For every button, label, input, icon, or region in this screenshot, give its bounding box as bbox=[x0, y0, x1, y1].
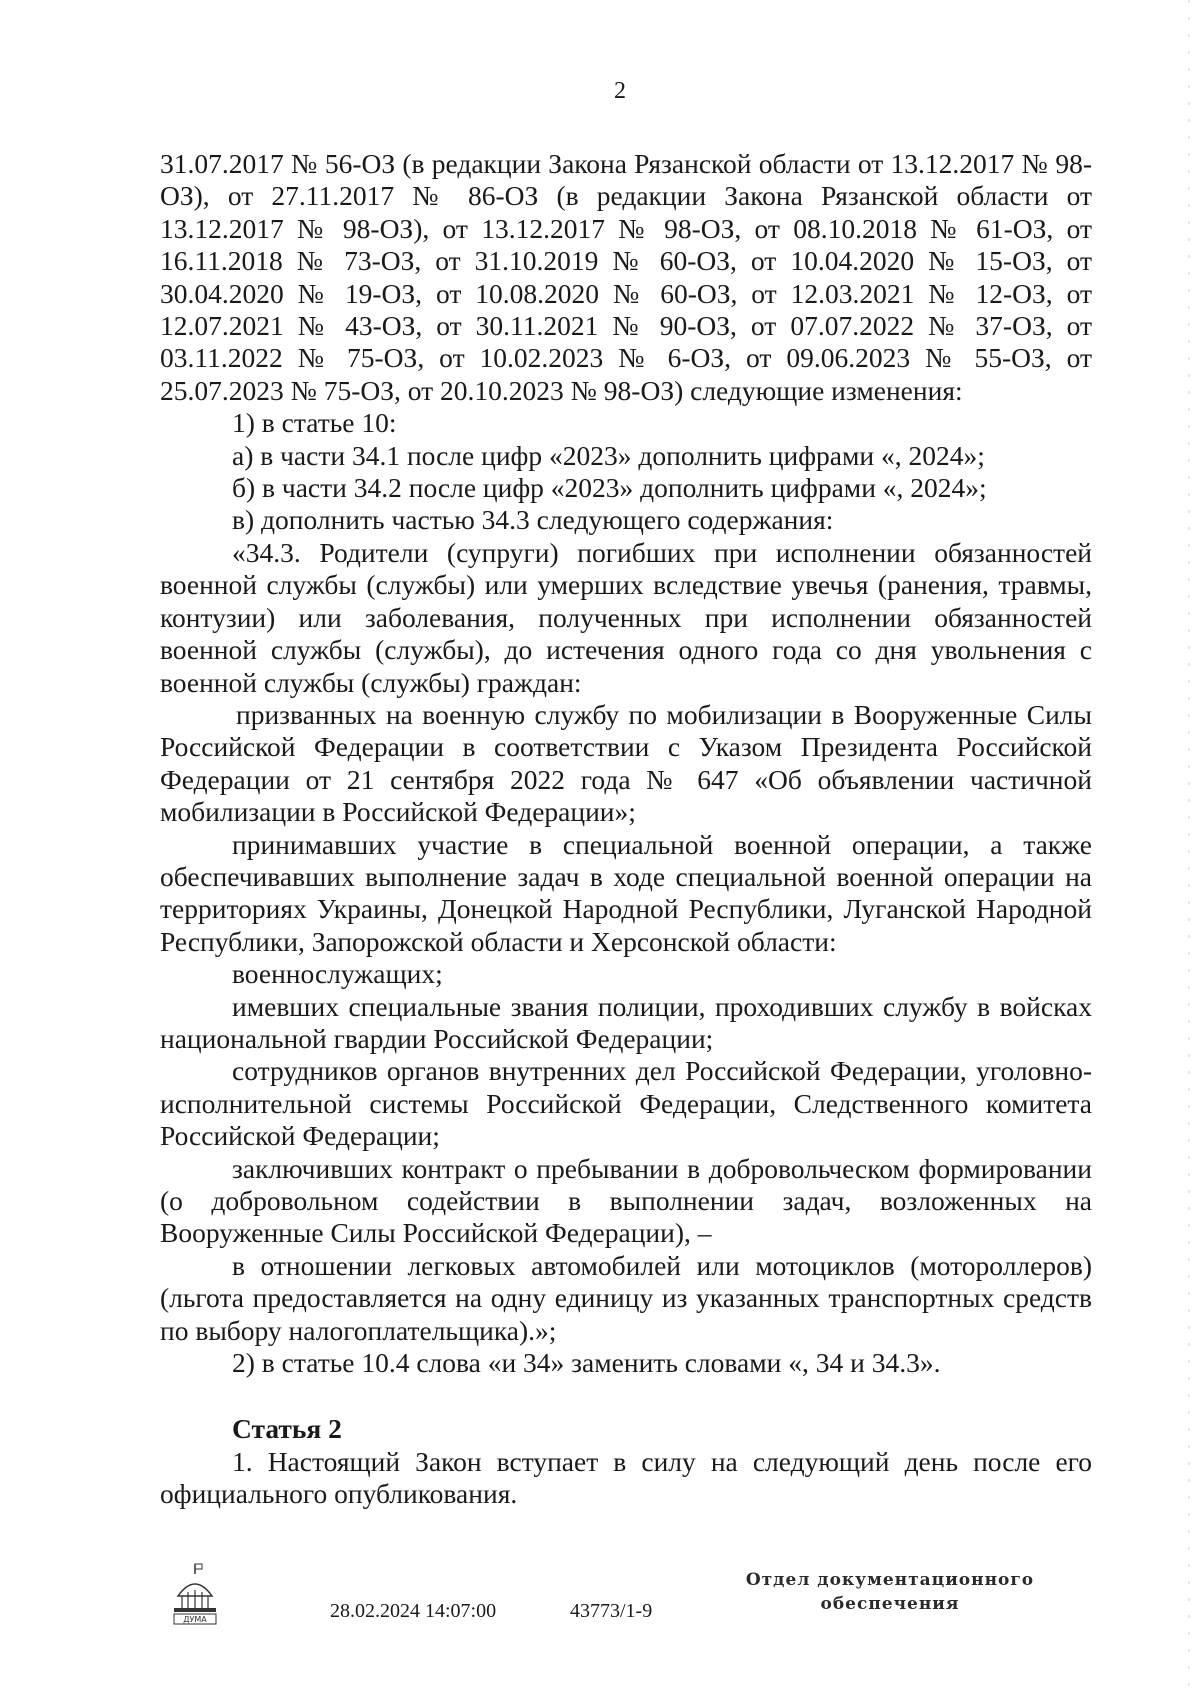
logo-text: ДУМА bbox=[183, 1615, 207, 1624]
page-number: 2 bbox=[614, 78, 626, 104]
stamp-line-1: Отдел документационного bbox=[745, 1570, 1035, 1590]
police-ranks-clause: имевших специальные звания полиции, проходивших службу в войсках национальной гвардии Российской Федерации; bbox=[160, 990, 1092, 1054]
department-stamp bbox=[740, 1568, 1040, 1616]
amendment-preamble: 31.07.2017 № 56-ОЗ (в редакции Закона Рязанской области от 13.12.2017 № 98-ОЗ), от 27.11.2017 № 86-ОЗ (в редакции Закона Рязанской области от 13.12.2017 № 98-ОЗ), от 13.12.2017 № 98-ОЗ, от 08.10.2018 № 61-ОЗ, от 16.11.2018 № 73-ОЗ, от 31.10.2019 № 60-ОЗ, от 10.04.2020 № 15-ОЗ, от 30.04.2020 № 19-ОЗ, от 10.08.2020 № 60-ОЗ, от 12.03.2021 № 12-ОЗ, от 12.07.2021 № 43-ОЗ, от 30.11.2021 № 90-ОЗ, от 07.07.2022 № 37-ОЗ, от 03.11.2022 № 75-ОЗ, от 10.02.2023 № 6-ОЗ, от 09.06.2023 № 55-ОЗ, от 25.07.2023 № 75-ОЗ, от 20.10.2023 № 98-ОЗ) следующие изменения: bbox=[160, 148, 1092, 406]
mobilized-clause: призванных на военную службу по мобилизации в Вооруженные Силы Российской Федерации в соответствии с Указом Президента Российской Федерации от 21 сентября 2022 года № 647 «Об объявлении частичной мобилизации в Российской Федерации»; bbox=[160, 698, 1092, 828]
article-2-text: 1. Настоящий Закон вступает в силу на следующий день после его официального опубликования. bbox=[160, 1445, 1092, 1510]
part-34-3-text: «34.3. Родители (супруги) погибших при исполнении обязанностей военной службы (службы) или умерших вследствие увечья (ранения, травмы, контузии) или заболевания, полученных при исполнении обязанностей военной службы (службы), до истечения одного года со дня увольнения с военной службы (службы) граждан: bbox=[160, 536, 1092, 698]
article-2-heading: Статья 2 bbox=[232, 1413, 342, 1445]
item-c-add-part-34-3: в) дополнить частью 34.3 следующего содержания: bbox=[232, 504, 834, 536]
footer-datetime: 28.02.2024 14:07:00 bbox=[330, 1600, 497, 1622]
duma-logo-icon bbox=[170, 1562, 220, 1626]
svo-participants-clause: принимавших участие в специальной военной операции, а также обеспечивавших выполнение задач в ходе специальной военной операции на территориях Украины, Донецкой Народной Республики, Луганской Народной Республики, Запорожской области и Херсонской области: bbox=[160, 828, 1092, 957]
page-footer bbox=[0, 1550, 1200, 1660]
servicemen-clause: военнослужащих; bbox=[232, 958, 443, 990]
footer-registration-code: 43773/1-9 bbox=[570, 1600, 653, 1622]
vehicles-clause: в отношении легковых автомобилей или мотоциклов (мотороллеров) (льгота предоставляется на одну единицу из указанных транспортных средств по выбору налогоплательщика).»; bbox=[160, 1249, 1092, 1346]
document-body bbox=[160, 148, 1092, 1511]
item-1-article-10: 1) в статье 10: bbox=[232, 407, 397, 439]
item-b-part-34-2: б) в части 34.2 после цифр «2023» дополнить цифрами «, 2024»; bbox=[232, 472, 987, 504]
scan-edge-marks bbox=[1186, 0, 1192, 1695]
internal-affairs-clause: сотрудников органов внутренних дел Российской Федерации, уголовно-исполнительной системы Российской Федерации, Следственного комитета Российской Федерации; bbox=[160, 1055, 1092, 1152]
item-2-article-10-4: 2) в статье 10.4 слова «и 34» заменить словами «, 34 и 34.3». bbox=[232, 1347, 941, 1379]
stamp-line-2: обеспечения bbox=[820, 1594, 960, 1614]
volunteer-contract-clause: заключивших контракт о пребывании в добровольческом формировании (о добровольном содействии в выполнении задач, возложенных на Вооруженные Силы Российской Федерации), – bbox=[160, 1152, 1092, 1249]
item-a-part-34-1: а) в части 34.1 после цифр «2023» дополнить цифрами «, 2024»; bbox=[232, 439, 985, 471]
